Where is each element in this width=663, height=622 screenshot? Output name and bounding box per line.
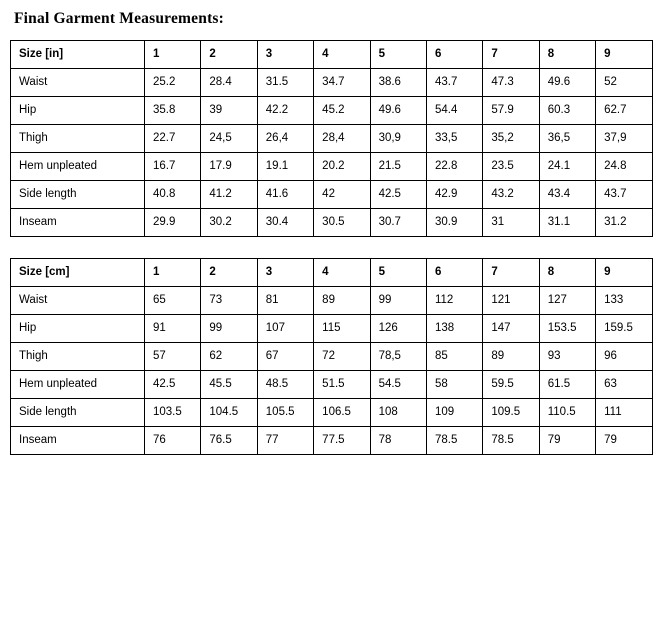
table-cell: 61.5 — [539, 371, 595, 399]
table-cell: 36,5 — [539, 125, 595, 153]
table-cell: 99 — [201, 315, 257, 343]
table-cell: 78 — [370, 427, 426, 455]
table-cell: 43.4 — [539, 181, 595, 209]
table-cell: 62.7 — [596, 97, 652, 125]
column-header: 9 — [596, 259, 652, 287]
table-cell: 77 — [257, 427, 313, 455]
table-cell: 34.7 — [314, 69, 370, 97]
table-cell: 57.9 — [483, 97, 539, 125]
column-header: 8 — [539, 41, 595, 69]
column-header: 3 — [257, 259, 313, 287]
table-cell: 49.6 — [370, 97, 426, 125]
table-cell: 35,2 — [483, 125, 539, 153]
table-cell: 31.1 — [539, 209, 595, 237]
column-header: 6 — [426, 41, 482, 69]
table-cell: 29.9 — [145, 209, 201, 237]
table-cell: 67 — [257, 343, 313, 371]
table-header-row — [11, 259, 653, 287]
row-label: Hem unpleated — [11, 371, 145, 399]
row-label: Thigh — [11, 125, 145, 153]
table-cell: 85 — [426, 343, 482, 371]
table-cell: 153.5 — [539, 315, 595, 343]
table-cell: 43.2 — [483, 181, 539, 209]
table-cell: 115 — [314, 315, 370, 343]
table-cell: 107 — [257, 315, 313, 343]
column-header: 1 — [145, 259, 201, 287]
table-cell: 31.2 — [596, 209, 652, 237]
row-label: Hip — [11, 315, 145, 343]
column-header: 2 — [201, 41, 257, 69]
table-cell: 121 — [483, 287, 539, 315]
table-cell: 111 — [596, 399, 652, 427]
column-header: 5 — [370, 41, 426, 69]
table-cell: 30.2 — [201, 209, 257, 237]
table-cell: 21.5 — [370, 153, 426, 181]
table-cell: 30.5 — [314, 209, 370, 237]
table-cell: 104.5 — [201, 399, 257, 427]
page-title: Final Garment Measurements: — [14, 10, 225, 27]
row-label: Hip — [11, 97, 145, 125]
table-row — [11, 69, 653, 97]
table-cell: 17.9 — [201, 153, 257, 181]
table-cell: 57 — [145, 343, 201, 371]
column-header: 2 — [201, 259, 257, 287]
table-cell: 38.6 — [370, 69, 426, 97]
table-cell: 54.5 — [370, 371, 426, 399]
table-row — [11, 125, 653, 153]
table-cell: 52 — [596, 69, 652, 97]
table-cell: 30.7 — [370, 209, 426, 237]
table-cell: 108 — [370, 399, 426, 427]
table-cell: 63 — [596, 371, 652, 399]
table-cell: 126 — [370, 315, 426, 343]
table-cell: 24.1 — [539, 153, 595, 181]
table-cell: 35.8 — [145, 97, 201, 125]
table-header-row — [11, 41, 653, 69]
table-cell: 42.2 — [257, 97, 313, 125]
table-cell: 159.5 — [596, 315, 652, 343]
table-cell: 41.6 — [257, 181, 313, 209]
table-cell: 91 — [145, 315, 201, 343]
table-cell: 112 — [426, 287, 482, 315]
table-cell: 25.2 — [145, 69, 201, 97]
table-row — [11, 181, 653, 209]
table-cell: 23.5 — [483, 153, 539, 181]
table-cell: 78.5 — [483, 427, 539, 455]
table-cell: 133 — [596, 287, 652, 315]
table-cell: 41.2 — [201, 181, 257, 209]
table-cell: 106.5 — [314, 399, 370, 427]
column-header: Size [cm] — [11, 259, 145, 287]
table-cell: 22.8 — [426, 153, 482, 181]
column-header: 5 — [370, 259, 426, 287]
table-cell: 76.5 — [201, 427, 257, 455]
table-cell: 37,9 — [596, 125, 652, 153]
table-row — [11, 427, 653, 455]
row-label: Hem unpleated — [11, 153, 145, 181]
measurements-table-centimeters — [10, 258, 653, 455]
table-cell: 42.5 — [145, 371, 201, 399]
table-cell: 28,4 — [314, 125, 370, 153]
column-header: 7 — [483, 259, 539, 287]
table-cell: 78,5 — [370, 343, 426, 371]
table-row — [11, 97, 653, 125]
table-cell: 22.7 — [145, 125, 201, 153]
table-cell: 43.7 — [426, 69, 482, 97]
measurements-table-inches — [10, 40, 653, 237]
table-cell: 51.5 — [314, 371, 370, 399]
row-label: Inseam — [11, 427, 145, 455]
table-cell: 62 — [201, 343, 257, 371]
table-cell: 30.4 — [257, 209, 313, 237]
table-cell: 26,4 — [257, 125, 313, 153]
column-header: 1 — [145, 41, 201, 69]
table-row — [11, 209, 653, 237]
table-cell: 89 — [483, 343, 539, 371]
row-label: Waist — [11, 287, 145, 315]
table-cell: 109.5 — [483, 399, 539, 427]
table-cell: 89 — [314, 287, 370, 315]
table-cell: 24.8 — [596, 153, 652, 181]
table-cell: 105.5 — [257, 399, 313, 427]
table-spacer — [10, 237, 653, 258]
column-header: 4 — [314, 41, 370, 69]
table-cell: 45.2 — [314, 97, 370, 125]
table-cell: 39 — [201, 97, 257, 125]
table-cell: 45.5 — [201, 371, 257, 399]
row-label: Side length — [11, 181, 145, 209]
table-cell: 47.3 — [483, 69, 539, 97]
table-cell: 40.8 — [145, 181, 201, 209]
table-row — [11, 153, 653, 181]
table-cell: 73 — [201, 287, 257, 315]
column-header: Size [in] — [11, 41, 145, 69]
table-cell: 78.5 — [426, 427, 482, 455]
row-label: Side length — [11, 399, 145, 427]
table-cell: 42.5 — [370, 181, 426, 209]
table-cell: 76 — [145, 427, 201, 455]
table-cell: 49.6 — [539, 69, 595, 97]
table-row — [11, 371, 653, 399]
row-label: Waist — [11, 69, 145, 97]
table-cell: 54.4 — [426, 97, 482, 125]
column-header: 9 — [596, 41, 652, 69]
table-cell: 19.1 — [257, 153, 313, 181]
table-row — [11, 287, 653, 315]
table-cell: 79 — [539, 427, 595, 455]
table-cell: 93 — [539, 343, 595, 371]
table-cell: 42 — [314, 181, 370, 209]
table-cell: 30,9 — [370, 125, 426, 153]
table-cell: 81 — [257, 287, 313, 315]
table-cell: 109 — [426, 399, 482, 427]
table-cell: 65 — [145, 287, 201, 315]
table-cell: 58 — [426, 371, 482, 399]
row-label: Inseam — [11, 209, 145, 237]
table-cell: 99 — [370, 287, 426, 315]
table-cell: 30.9 — [426, 209, 482, 237]
table-cell: 60.3 — [539, 97, 595, 125]
table-cell: 110.5 — [539, 399, 595, 427]
table-cell: 31.5 — [257, 69, 313, 97]
column-header: 4 — [314, 259, 370, 287]
column-header: 7 — [483, 41, 539, 69]
row-label: Thigh — [11, 343, 145, 371]
table-row — [11, 399, 653, 427]
table-cell: 72 — [314, 343, 370, 371]
column-header: 8 — [539, 259, 595, 287]
table-cell: 138 — [426, 315, 482, 343]
table-cell: 42.9 — [426, 181, 482, 209]
table-cell: 31 — [483, 209, 539, 237]
table-cell: 147 — [483, 315, 539, 343]
table-cell: 43.7 — [596, 181, 652, 209]
table-cell: 59.5 — [483, 371, 539, 399]
table-cell: 24,5 — [201, 125, 257, 153]
column-header: 3 — [257, 41, 313, 69]
table-cell: 33,5 — [426, 125, 482, 153]
table-row — [11, 343, 653, 371]
table-cell: 77.5 — [314, 427, 370, 455]
table-cell: 16.7 — [145, 153, 201, 181]
table-cell: 103.5 — [145, 399, 201, 427]
table-cell: 79 — [596, 427, 652, 455]
table-cell: 28.4 — [201, 69, 257, 97]
table-cell: 96 — [596, 343, 652, 371]
table-row — [11, 315, 653, 343]
table-cell: 48.5 — [257, 371, 313, 399]
table-cell: 127 — [539, 287, 595, 315]
table-cell: 20.2 — [314, 153, 370, 181]
column-header: 6 — [426, 259, 482, 287]
